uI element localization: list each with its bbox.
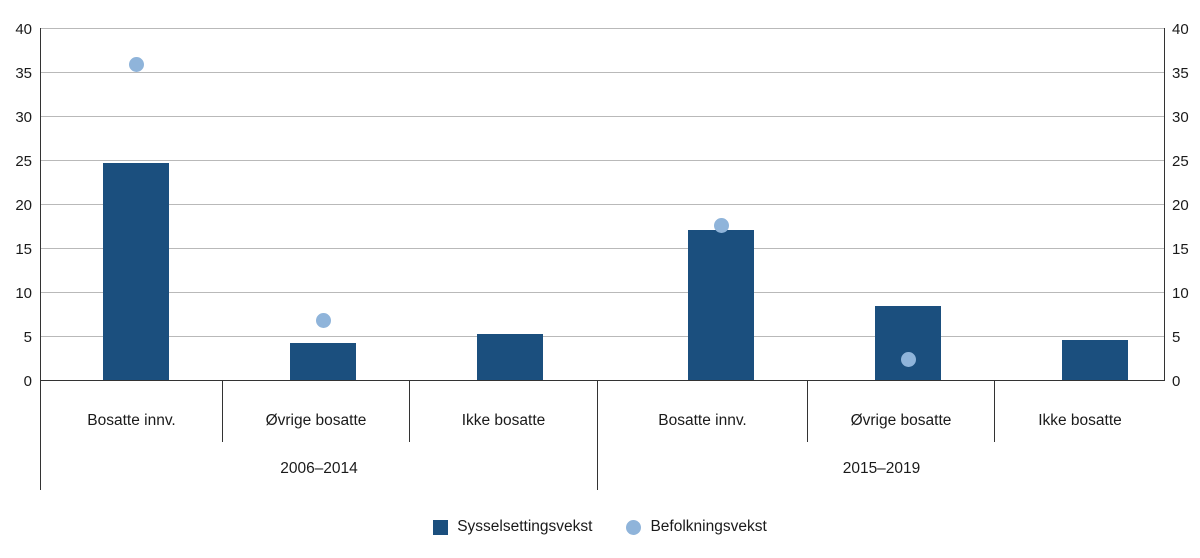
category-separator-3 <box>807 381 808 442</box>
y-tick-right-5: 5 <box>1172 329 1181 346</box>
chart-legend <box>0 518 1200 536</box>
y-tick-left-25: 25 <box>15 153 32 170</box>
category-label-4: Bosatte innv. <box>658 412 747 429</box>
y-tick-right-40: 40 <box>1172 21 1189 38</box>
bar-sysselsettingsvekst-2006-2014-ovrige-bosatte <box>290 343 356 380</box>
gridline-30 <box>40 116 1165 117</box>
category-label-2: Øvrige bosatte <box>265 412 367 429</box>
y-tick-right-35: 35 <box>1172 65 1189 82</box>
y-tick-right-10: 10 <box>1172 285 1189 302</box>
y-tick-left-0: 0 <box>23 373 32 390</box>
gridline-20 <box>40 204 1165 205</box>
legend-circle-icon <box>626 520 641 535</box>
category-separator-2 <box>409 381 410 442</box>
legend-label-sysselsettingsvekst: Sysselsettingsvekst <box>457 518 593 535</box>
gridline-15 <box>40 248 1165 249</box>
y-tick-left-10: 10 <box>15 285 32 302</box>
gridline-35 <box>40 72 1165 73</box>
legend-label-befolkningsvekst: Befolkningsvekst <box>650 518 767 535</box>
y-tick-left-30: 30 <box>15 109 32 126</box>
category-label-6: Ikke bosatte <box>1038 412 1122 429</box>
group-label-1: 2006–2014 <box>280 460 358 477</box>
category-label-5: Øvrige bosatte <box>850 412 952 429</box>
dot-befolkningsvekst-2006-2014-ovrige-bosatte <box>316 313 331 328</box>
category-separator-4 <box>994 381 995 442</box>
y-tick-left-40: 40 <box>15 21 32 38</box>
bar-sysselsettingsvekst-2006-2014-ikke-bosatte <box>477 334 543 380</box>
y-axis-right <box>1164 28 1165 380</box>
gridline-10 <box>40 292 1165 293</box>
dot-befolkningsvekst-2006-2014-bosatte-innv <box>129 57 144 72</box>
bar-sysselsettingsvekst-2015-2019-ikke-bosatte <box>1062 340 1128 380</box>
y-tick-right-20: 20 <box>1172 197 1189 214</box>
y-tick-right-30: 30 <box>1172 109 1189 126</box>
bar-sysselsettingsvekst-2015-2019-ovrige-bosatte <box>875 306 941 380</box>
category-label-3: Ikke bosatte <box>461 412 546 429</box>
gridline-25 <box>40 160 1165 161</box>
y-tick-left-20: 20 <box>15 197 32 214</box>
legend-square-icon <box>433 520 448 535</box>
dot-befolkningsvekst-2015-2019-ovrige-bosatte <box>901 352 916 367</box>
y-tick-right-15: 15 <box>1172 241 1189 258</box>
gridline-0 <box>40 380 1165 381</box>
y-tick-right-25: 25 <box>1172 153 1189 170</box>
y-tick-right-0: 0 <box>1172 373 1181 390</box>
y-tick-left-15: 15 <box>15 241 32 258</box>
gridline-5 <box>40 336 1165 337</box>
bar-sysselsettingsvekst-2006-2014-bosatte-innv <box>103 163 169 380</box>
bar-sysselsettingsvekst-2015-2019-bosatte-innv <box>688 230 754 380</box>
dot-befolkningsvekst-2015-2019-bosatte-innv <box>714 218 729 233</box>
category-separator-1 <box>222 381 223 442</box>
gridline-40 <box>40 28 1165 29</box>
y-tick-left-35: 35 <box>15 65 32 82</box>
group-label-2: 2015–2019 <box>842 460 921 477</box>
y-tick-left-5: 5 <box>23 329 32 346</box>
legend-item-sysselsettingsvekst <box>433 518 592 536</box>
plot-area <box>40 28 1165 380</box>
legend-item-befolkningsvekst <box>626 518 766 536</box>
category-label-1: Bosatte innv. <box>87 412 176 429</box>
